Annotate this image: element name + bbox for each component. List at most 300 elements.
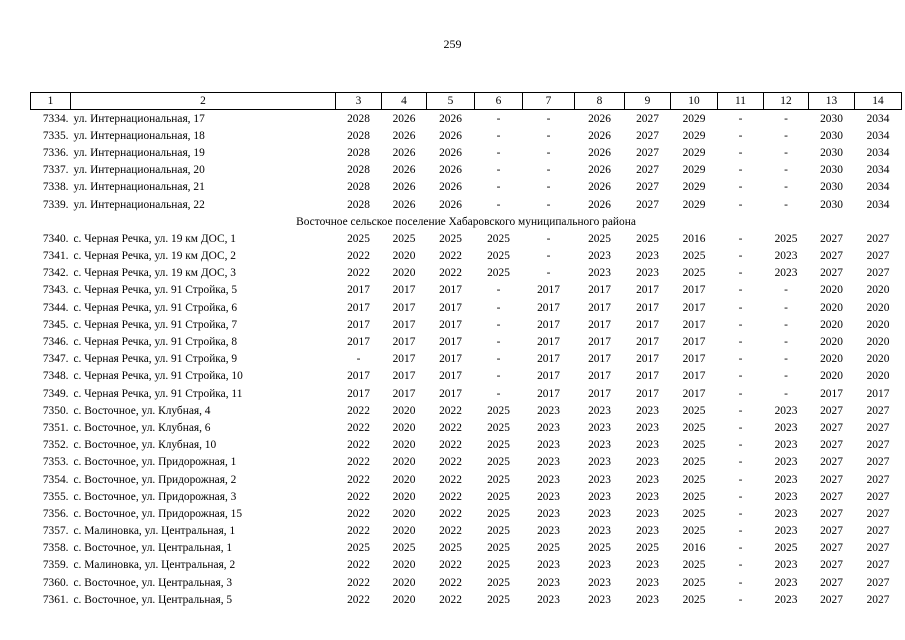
year-cell: 2029: [682, 112, 706, 125]
row-number: 7346.: [42, 336, 69, 349]
year-cell: 2025: [588, 232, 611, 245]
row-number: 7355.: [42, 490, 69, 503]
table-row: [31, 505, 902, 522]
year-cell: 2025: [347, 542, 370, 555]
year-cell: 2025: [682, 525, 706, 538]
address-cell: с. Восточное, ул. Клубная, 4: [73, 404, 211, 417]
year-cell: 2025: [682, 593, 706, 606]
year-cell: -: [784, 129, 788, 142]
year-cell: 2025: [487, 490, 510, 503]
year-cell: 2017: [347, 336, 370, 349]
year-cell: 2029: [682, 129, 706, 142]
year-cell: 2023: [636, 490, 659, 503]
year-cell: 2023: [636, 473, 659, 486]
year-cell: 2027: [636, 129, 659, 142]
address-cell: с. Восточное, ул. Придорожная, 15: [73, 507, 243, 520]
year-cell: 2025: [682, 421, 706, 434]
year-cell: 2025: [487, 559, 510, 572]
year-cell: 2027: [820, 525, 843, 538]
year-cell: 2027: [820, 593, 843, 606]
column-number: 9: [625, 93, 671, 110]
year-cell: 2028: [347, 146, 370, 159]
year-cell: -: [546, 112, 551, 125]
year-cell: 2027: [820, 421, 843, 434]
year-cell: -: [546, 181, 551, 194]
year-cell: 2020: [866, 336, 890, 349]
year-cell: 2017: [347, 387, 370, 400]
year-cell: -: [546, 250, 551, 263]
year-cell: 2023: [774, 267, 798, 280]
year-cell: -: [738, 490, 743, 503]
year-cell: 2020: [392, 404, 416, 417]
year-cell: 2017: [439, 387, 462, 400]
year-cell: -: [738, 421, 743, 434]
year-cell: -: [738, 232, 743, 245]
year-cell: 2030: [820, 164, 843, 177]
year-cell: 2022: [439, 507, 462, 520]
year-cell: 2026: [588, 146, 611, 159]
year-cell: 2023: [588, 593, 611, 606]
table-row: [31, 557, 902, 574]
table-row: [31, 265, 902, 282]
year-cell: -: [738, 507, 743, 520]
year-cell: 2027: [820, 576, 843, 589]
year-cell: -: [546, 129, 551, 142]
year-cell: 2027: [636, 164, 659, 177]
year-cell: 2022: [439, 439, 462, 452]
year-cell: 2017: [537, 353, 560, 366]
year-cell: -: [546, 232, 551, 245]
year-cell: 2017: [439, 284, 462, 297]
year-cell: 2023: [774, 525, 798, 538]
table-row: [31, 402, 902, 419]
table-row: [31, 437, 902, 454]
column-number: 7: [523, 93, 575, 110]
year-cell: -: [738, 164, 743, 177]
address-cell: с. Восточное, ул. Центральная, 1: [73, 542, 233, 555]
year-cell: 2022: [439, 576, 462, 589]
year-cell: 2030: [820, 181, 843, 194]
year-cell: 2026: [392, 129, 416, 142]
year-cell: 2017: [439, 301, 462, 314]
year-cell: 2023: [636, 593, 659, 606]
year-cell: 2023: [774, 593, 798, 606]
year-cell: 2025: [487, 232, 510, 245]
year-cell: -: [546, 146, 551, 159]
year-cell: 2026: [439, 112, 462, 125]
year-cell: 2026: [588, 164, 611, 177]
year-cell: 2023: [537, 525, 560, 538]
year-cell: 2025: [392, 542, 416, 555]
year-cell: 2034: [866, 164, 890, 177]
year-cell: 2022: [439, 250, 462, 263]
row-number: 7339.: [42, 198, 69, 211]
year-cell: 2022: [347, 250, 370, 263]
year-cell: 2025: [636, 232, 659, 245]
year-cell: 2017: [392, 370, 416, 383]
year-cell: 2017: [636, 387, 659, 400]
column-number: 10: [671, 93, 718, 110]
year-cell: 2023: [588, 267, 611, 280]
year-cell: 2027: [636, 146, 659, 159]
year-cell: 2027: [820, 404, 843, 417]
row-number: 7348.: [42, 370, 69, 383]
year-cell: 2023: [636, 404, 659, 417]
year-cell: -: [738, 404, 743, 417]
address-cell: с. Восточное, ул. Центральная, 3: [73, 576, 233, 589]
row-number: 7344.: [42, 301, 69, 314]
address-cell: ул. Интернациональная, 20: [73, 164, 205, 177]
year-cell: 2025: [487, 507, 510, 520]
year-cell: 2022: [439, 490, 462, 503]
year-cell: 2026: [588, 198, 611, 211]
year-cell: 2020: [392, 473, 416, 486]
year-cell: 2023: [588, 473, 611, 486]
table-row: [31, 230, 902, 247]
year-cell: 2017: [537, 387, 560, 400]
year-cell: 2017: [866, 387, 890, 400]
year-cell: 2027: [866, 559, 890, 572]
year-cell: -: [738, 129, 743, 142]
year-cell: 2027: [866, 404, 890, 417]
year-cell: 2020: [866, 370, 890, 383]
year-cell: 2020: [392, 456, 416, 469]
year-cell: -: [738, 112, 743, 125]
year-cell: 2017: [588, 370, 611, 383]
table-row: [31, 385, 902, 402]
year-cell: 2027: [866, 250, 890, 263]
year-cell: -: [496, 336, 501, 349]
year-cell: 2027: [636, 112, 659, 125]
year-cell: 2026: [392, 146, 416, 159]
year-cell: -: [496, 370, 501, 383]
year-cell: 2017: [392, 318, 416, 331]
year-cell: 2017: [820, 387, 843, 400]
address-cell: ул. Интернациональная, 18: [73, 129, 205, 142]
year-cell: 2025: [487, 576, 510, 589]
year-cell: 2017: [537, 318, 560, 331]
year-cell: 2016: [682, 232, 706, 245]
row-number: 7343.: [42, 284, 69, 297]
year-cell: 2023: [588, 507, 611, 520]
year-cell: 2023: [537, 507, 560, 520]
year-cell: 2025: [392, 232, 416, 245]
year-cell: 2017: [588, 387, 611, 400]
year-cell: 2022: [439, 456, 462, 469]
year-cell: 2025: [439, 232, 462, 245]
year-cell: 2022: [347, 576, 370, 589]
year-cell: -: [738, 593, 743, 606]
year-cell: 2017: [682, 336, 706, 349]
year-cell: 2022: [347, 593, 370, 606]
row-number: 7336.: [42, 146, 69, 159]
year-cell: 2025: [682, 404, 706, 417]
column-number: 8: [575, 93, 625, 110]
year-cell: 2023: [588, 456, 611, 469]
row-number: 7352.: [42, 439, 69, 452]
column-number: 11: [718, 93, 764, 110]
year-cell: 2025: [347, 232, 370, 245]
page-number: 259: [443, 37, 462, 51]
year-cell: 2023: [774, 507, 798, 520]
year-cell: 2023: [636, 439, 659, 452]
row-number: 7337.: [42, 164, 69, 177]
year-cell: 2020: [820, 353, 843, 366]
year-cell: 2017: [588, 301, 611, 314]
year-cell: 2023: [774, 421, 798, 434]
year-cell: 2017: [392, 301, 416, 314]
year-cell: 2017: [439, 353, 462, 366]
year-cell: 2017: [347, 284, 370, 297]
year-cell: 2027: [820, 232, 843, 245]
year-cell: 2023: [537, 559, 560, 572]
year-cell: 2017: [392, 387, 416, 400]
year-cell: 2027: [866, 593, 890, 606]
year-cell: 2025: [682, 576, 706, 589]
year-cell: 2017: [682, 284, 706, 297]
address-cell: с. Восточное, ул. Придорожная, 2: [73, 473, 237, 486]
year-cell: 2020: [392, 267, 416, 280]
year-cell: 2023: [537, 439, 560, 452]
year-cell: -: [738, 559, 743, 572]
year-cell: 2022: [439, 593, 462, 606]
year-cell: 2028: [347, 181, 370, 194]
year-cell: 2020: [392, 490, 416, 503]
year-cell: 2027: [866, 542, 890, 555]
year-cell: 2029: [682, 146, 706, 159]
year-cell: 2020: [820, 370, 843, 383]
address-cell: с. Малиновка, ул. Центральная, 1: [73, 525, 236, 538]
year-cell: 2026: [392, 181, 416, 194]
column-number: 3: [336, 93, 382, 110]
year-cell: -: [738, 336, 743, 349]
row-number: 7360.: [42, 576, 69, 589]
year-cell: -: [784, 146, 788, 159]
year-cell: 2027: [820, 456, 843, 469]
year-cell: 2027: [820, 250, 843, 263]
table-row: [31, 488, 902, 505]
table-row: [31, 523, 902, 540]
year-cell: 2020: [866, 284, 890, 297]
column-number: 1: [31, 93, 71, 110]
address-cell: ул. Интернациональная, 19: [73, 146, 205, 159]
year-cell: 2022: [347, 507, 370, 520]
year-cell: -: [496, 301, 501, 314]
year-cell: 2025: [588, 542, 611, 555]
year-cell: 2030: [820, 112, 843, 125]
year-cell: 2025: [682, 559, 706, 572]
year-cell: 2025: [537, 542, 560, 555]
year-cell: -: [784, 198, 788, 211]
year-cell: 2023: [588, 404, 611, 417]
year-cell: 2022: [439, 525, 462, 538]
table-row: [31, 471, 902, 488]
address-cell: ул. Интернациональная, 22: [73, 198, 205, 211]
year-cell: -: [496, 129, 501, 142]
row-number: 7349.: [42, 387, 69, 400]
year-cell: 2023: [636, 456, 659, 469]
year-cell: 2027: [866, 473, 890, 486]
year-cell: 2017: [588, 353, 611, 366]
year-cell: 2027: [866, 267, 890, 280]
year-cell: 2017: [392, 336, 416, 349]
year-cell: 2020: [866, 318, 890, 331]
section-heading-row: [31, 213, 902, 230]
year-cell: -: [738, 198, 743, 211]
year-cell: 2017: [439, 336, 462, 349]
year-cell: -: [784, 318, 788, 331]
year-cell: -: [784, 336, 788, 349]
year-cell: 2023: [588, 525, 611, 538]
address-cell: с. Черная Речка, ул. 91 Стройка, 8: [73, 336, 238, 349]
year-cell: 2022: [347, 490, 370, 503]
year-cell: 2023: [774, 490, 798, 503]
year-cell: 2017: [537, 301, 560, 314]
year-cell: 2026: [588, 181, 611, 194]
year-cell: 2027: [866, 456, 890, 469]
year-cell: 2028: [347, 198, 370, 211]
row-number: 7334.: [42, 112, 69, 125]
table-row: [31, 248, 902, 265]
year-cell: 2027: [866, 439, 890, 452]
year-cell: 2017: [682, 301, 706, 314]
year-cell: 2022: [347, 404, 370, 417]
row-number: 7361.: [42, 593, 69, 606]
year-cell: -: [738, 473, 743, 486]
year-cell: 2027: [866, 507, 890, 520]
year-cell: 2017: [636, 353, 659, 366]
table-row: [31, 179, 902, 196]
year-cell: -: [738, 439, 743, 452]
table-row: [31, 316, 902, 333]
year-cell: -: [496, 318, 501, 331]
year-cell: -: [738, 370, 743, 383]
year-cell: 2034: [866, 198, 890, 211]
year-cell: 2022: [347, 421, 370, 434]
year-cell: 2025: [487, 456, 510, 469]
address-cell: с. Черная Речка, ул. 91 Стройка, 10: [73, 370, 243, 383]
year-cell: 2027: [866, 490, 890, 503]
year-cell: 2023: [537, 404, 560, 417]
year-cell: 2020: [392, 250, 416, 263]
row-number: 7351.: [42, 421, 69, 434]
row-number: 7356.: [42, 507, 69, 520]
column-number: 14: [855, 93, 902, 110]
year-cell: 2022: [347, 456, 370, 469]
year-cell: 2025: [487, 525, 510, 538]
year-cell: 2017: [588, 336, 611, 349]
section-heading: Восточное сельское поселение Хабаровского муниципального района: [296, 215, 636, 228]
year-cell: 2025: [487, 421, 510, 434]
year-cell: -: [496, 181, 501, 194]
year-cell: 2017: [439, 370, 462, 383]
year-cell: 2027: [636, 181, 659, 194]
year-cell: -: [496, 353, 501, 366]
row-number: 7353.: [42, 456, 69, 469]
year-cell: 2022: [439, 421, 462, 434]
year-cell: -: [784, 181, 788, 194]
year-cell: -: [784, 164, 788, 177]
year-cell: 2022: [439, 404, 462, 417]
row-number: 7350.: [42, 404, 69, 417]
table-row: [31, 299, 902, 316]
address-cell: с. Черная Речка, ул. 19 км ДОС, 2: [73, 250, 236, 263]
year-cell: 2017: [537, 370, 560, 383]
year-cell: 2026: [392, 112, 416, 125]
column-number-row: [31, 93, 902, 110]
year-cell: 2020: [392, 525, 416, 538]
table-row: [31, 419, 902, 436]
year-cell: 2034: [866, 181, 890, 194]
address-cell: с. Малиновка, ул. Центральная, 2: [73, 559, 236, 572]
year-cell: 2023: [537, 593, 560, 606]
year-cell: 2017: [439, 318, 462, 331]
year-cell: 2020: [392, 507, 416, 520]
address-cell: с. Восточное, ул. Придорожная, 1: [73, 456, 237, 469]
year-cell: -: [738, 284, 743, 297]
year-cell: -: [496, 146, 501, 159]
year-cell: -: [546, 198, 551, 211]
year-cell: -: [738, 146, 743, 159]
year-cell: 2027: [820, 267, 843, 280]
year-cell: 2020: [392, 559, 416, 572]
year-cell: 2023: [588, 250, 611, 263]
year-cell: 2023: [537, 473, 560, 486]
year-cell: 2017: [392, 353, 416, 366]
table-row: [31, 282, 902, 299]
year-cell: 2027: [820, 439, 843, 452]
year-cell: 2023: [774, 250, 798, 263]
year-cell: -: [738, 542, 743, 555]
year-cell: 2025: [487, 593, 510, 606]
year-cell: 2034: [866, 129, 890, 142]
year-cell: 2022: [439, 267, 462, 280]
address-cell: с. Черная Речка, ул. 91 Стройка, 6: [73, 301, 238, 314]
row-number: 7354.: [42, 473, 69, 486]
address-cell: с. Черная Речка, ул. 91 Стройка, 7: [73, 318, 238, 331]
year-cell: 2026: [439, 164, 462, 177]
year-cell: 2017: [682, 318, 706, 331]
year-cell: -: [496, 164, 501, 177]
year-cell: -: [738, 181, 743, 194]
year-cell: 2020: [866, 301, 890, 314]
year-cell: 2026: [588, 112, 611, 125]
year-cell: 2026: [439, 198, 462, 211]
year-cell: -: [738, 387, 743, 400]
table-row: [31, 196, 902, 213]
year-cell: 2025: [682, 250, 706, 263]
year-cell: 2025: [682, 267, 706, 280]
year-cell: 2020: [392, 421, 416, 434]
year-cell: 2025: [682, 439, 706, 452]
year-cell: 2016: [682, 542, 706, 555]
year-cell: 2026: [439, 146, 462, 159]
table-row: [31, 110, 902, 128]
year-cell: 2030: [820, 146, 843, 159]
year-cell: 2034: [866, 112, 890, 125]
year-cell: 2022: [347, 439, 370, 452]
year-cell: 2020: [392, 576, 416, 589]
table-row: [31, 144, 902, 161]
row-number: 7342.: [42, 267, 69, 280]
year-cell: 2017: [636, 284, 659, 297]
year-cell: 2017: [636, 318, 659, 331]
address-cell: с. Черная Речка, ул. 19 км ДОС, 3: [73, 267, 236, 280]
year-cell: 2028: [347, 112, 370, 125]
year-cell: 2025: [682, 456, 706, 469]
row-number: 7347.: [42, 353, 69, 366]
address-cell: с. Черная Речка, ул. 91 Стройка, 9: [73, 353, 238, 366]
